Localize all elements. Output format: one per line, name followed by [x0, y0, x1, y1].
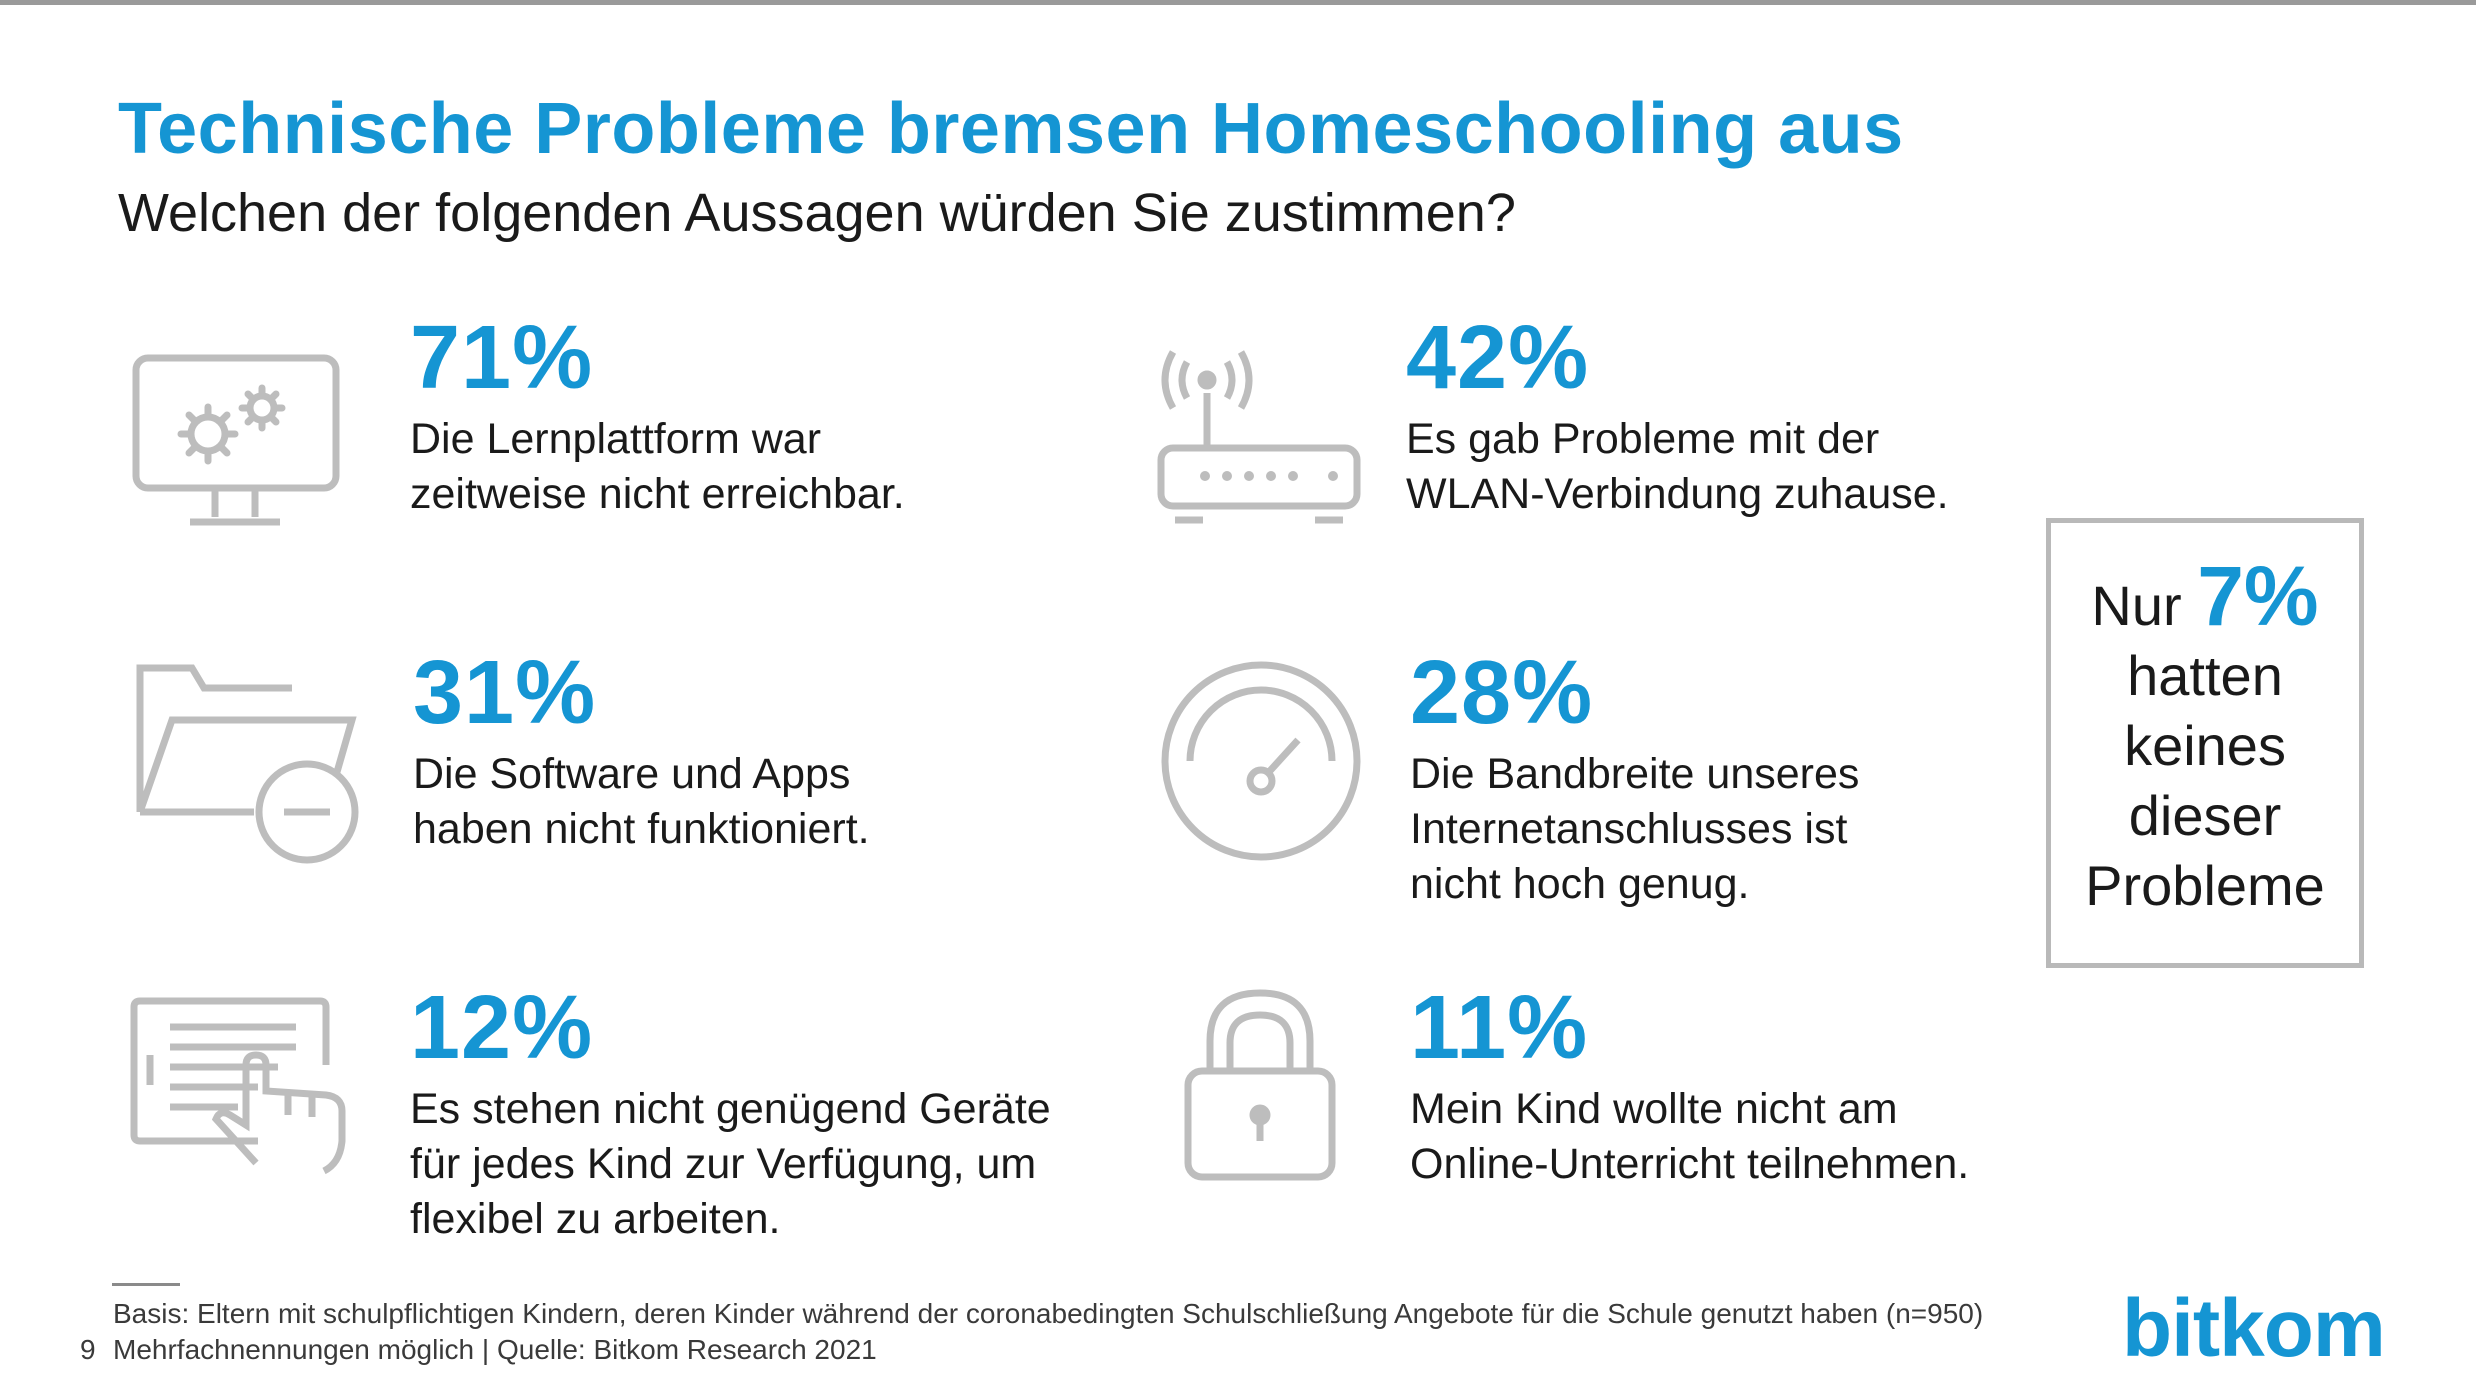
- folder-minus-icon: [132, 662, 362, 867]
- footnote-divider: [112, 1283, 180, 1286]
- page-title: Technische Probleme bremsen Homeschooling aus: [118, 89, 1904, 169]
- stat-description: Die Bandbreite unseres Internetanschlusses ist nicht hoch genug.: [1410, 750, 1860, 908]
- bitkom-logo: bitkom: [2122, 1283, 2385, 1374]
- stat-percent: 11%: [1410, 978, 1589, 1078]
- router-icon: [1155, 348, 1365, 533]
- stat-description: Es gab Probleme mit der WLAN-Verbindung zuhause.: [1406, 415, 1949, 518]
- stat-item: [1410, 645, 1859, 912]
- padlock-icon: [1180, 985, 1340, 1185]
- callout-box: [2046, 518, 2364, 968]
- stat-description: Es stehen nicht genügend Geräte für jedes Kind zur Verfügung, um flexibel zu arbeiten.: [410, 1085, 1051, 1243]
- page-number: 9: [80, 1334, 96, 1365]
- page-subtitle: Welchen der folgenden Aussagen würden Sie zustimmen?: [118, 183, 1516, 243]
- stat-percent: 12%: [410, 978, 594, 1078]
- callout-prefix: Nur: [2091, 574, 2182, 637]
- callout-text: hatten keines dieser Probleme: [2085, 644, 2325, 917]
- stat-description: Die Lernplattform war zeitweise nicht erreichbar.: [410, 415, 905, 518]
- monitor-gears-icon: [130, 352, 350, 537]
- stat-item: [413, 645, 870, 857]
- tablet-hand-icon: [128, 995, 358, 1175]
- stat-description: Mein Kind wollte nicht am Online-Unterricht teilnehmen.: [1410, 1085, 1970, 1188]
- stat-item: [1406, 310, 1949, 522]
- top-border: [0, 0, 2476, 5]
- stat-description: Die Software und Apps haben nicht funktioniert.: [413, 750, 870, 853]
- stat-item: [1410, 980, 1969, 1192]
- callout-percent: 7%: [2197, 549, 2319, 643]
- stat-item: [410, 310, 905, 522]
- stat-item: [410, 980, 1051, 1247]
- footnote-source: Mehrfachnennungen möglich | Quelle: Bitkom Research 2021: [113, 1334, 877, 1365]
- stat-percent: 71%: [410, 308, 594, 408]
- stat-percent: 42%: [1406, 308, 1590, 408]
- speedometer-icon: [1158, 658, 1364, 864]
- stat-percent: 31%: [413, 643, 597, 743]
- stat-percent: 28%: [1410, 643, 1594, 743]
- footnote-basis: Basis: Eltern mit schulpflichtigen Kindern, deren Kinder während der coronabedingten Schulschließung Angebote für die Schule genutzt haben (n=950): [113, 1298, 1984, 1329]
